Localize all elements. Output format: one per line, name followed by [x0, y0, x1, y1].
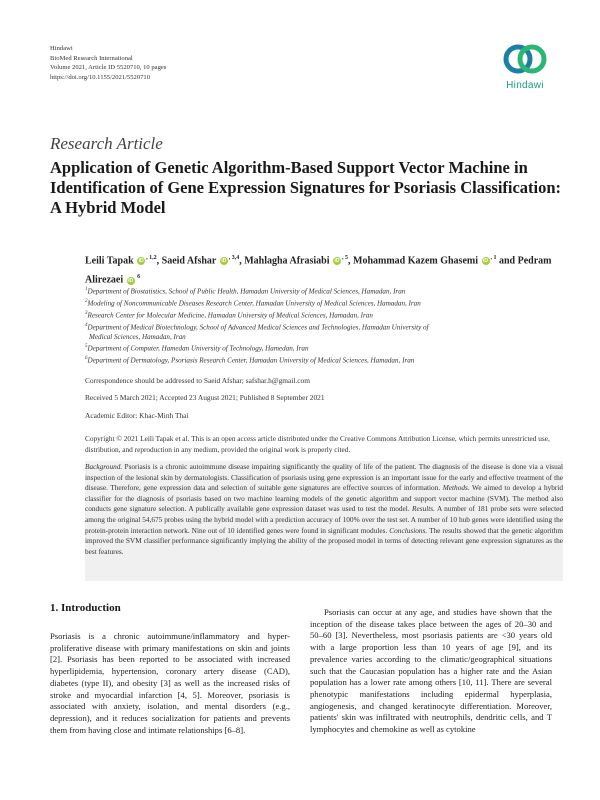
orcid-icon[interactable]: iD	[221, 258, 227, 265]
abstract-conclusions-text: The results showed that the genetic algorithm improved the SVM classifier performance significantly implying the ability of the proposed model in terms of detecting relevant gene expression signatures as the best features.	[85, 525, 564, 556]
author-affiliation-marker: , 1,2	[146, 255, 157, 261]
author-name[interactable]: Pedram Alirezaei	[85, 255, 552, 286]
abstract-conclusions-label: Conclusions.	[389, 525, 428, 535]
affiliation-text: Research Center for Molecular Medicine, Hamadan University of Medical Sciences, Hamadan, Iran	[87, 311, 373, 320]
author-affiliation-marker: , 3,4	[228, 255, 240, 261]
affiliation-text: Department of Dermatology, Psoriasis Research Center, Hamadan University of Medical Sciences, Hamadan, Iran	[87, 356, 415, 365]
author-list	[85, 250, 565, 289]
article-title: Application of Genetic Algorithm-Based Support Vector Machine in Identification of Gene Expression Signatures for Psoriasis Classification: A Hybrid Model	[50, 158, 562, 217]
affiliation-continuation: Medical Sciences, Hamadan, Iran	[89, 332, 186, 341]
publisher-name: Hindawi	[50, 45, 73, 52]
abstract	[85, 462, 563, 557]
author-joiner: and	[499, 255, 518, 267]
author-name[interactable]: Mohammad Kazem Ghasemi	[353, 255, 481, 267]
affiliation	[85, 297, 555, 309]
academic-editor: Academic Editor: Khac-Minh Thai	[85, 411, 189, 420]
author-affiliation-marker: , 1	[490, 255, 497, 261]
doi-link[interactable]: https://doi.org/10.1155/2021/5520710	[50, 73, 151, 81]
orcid-icon[interactable]: iD	[483, 258, 488, 265]
orcid-icon[interactable]: iD	[128, 277, 134, 284]
author-separator: ,	[239, 255, 245, 267]
publication-dates: Received 5 March 2021; Accepted 23 August 2021; Published 8 September 2021	[85, 393, 325, 402]
intro-column-left: Psoriasis is a chronic autoimmune/inflammatory and hyper-proliferative disease with primary manifestations on skin and joints [2]. Psoriasis has been reported to be associated with increased hyperlipidemia, hypertension, coronary artery disease (CAD), diabetes (type II), and obesity [3] as well as the increased risks of stroke and myocardial infarction [4, 5]. Moreover, psoriasis is associated with anxiety, isolation, and mental disorders (e.g., depression), and it reduces socialization for patients and prevents them from having close and intimate relationships [6–8].	[50, 631, 290, 735]
affiliation-number: 1	[85, 287, 88, 292]
copyright-notice: Copyright © 2021 Leili Tapak et al. This is an open access article distributed under the Creative Commons Attribution License, which permits unrestricted use, distribution, and reproduction in any medium, provided the original work is properly cited.	[85, 434, 550, 454]
hindawi-logo	[497, 36, 553, 106]
journal-name: BioMed Research International	[50, 54, 133, 62]
abstract-background-label: Background.	[85, 462, 123, 471]
author-affiliation-marker: , 5	[342, 255, 348, 261]
hindawi-logo-icon	[502, 36, 548, 82]
journal-meta	[50, 44, 166, 82]
abstract-methods-text: We aimed to develop a hybrid classifier for the diagnosis of psoriasis based on two machine learning models of the genetic algorithm and support vector machine (SVM). The method also conducts gene signature selection. A publically available gene expression dataset was used to test the model.	[85, 483, 564, 514]
affiliation-number: 3	[85, 310, 88, 316]
affiliation	[85, 354, 555, 366]
affiliation-list	[85, 285, 555, 366]
affiliation-number: 2	[85, 298, 88, 304]
intro-column-right: Psoriasis can occur at any age, and studies have shown that the inception of the disease takes place between the ages of 20–30 and 50–60 [3]. Nevertheless, most psoriasis patients are <30 years old with a large proportion less than 10 years of age [9], and its prevalence varies according to the climatic/geographical situations such that the Caucasian population has a higher rate and the Asian population has a lower rate among others [10, 11]. There are several phenotypic manifestations including epidermal hyperplasia, angiogenesis, and changed keratinocyte differentiation. Moreover, patients' skin was infiltrated with neutrophils, dendritic cells, and T lymphocytes and chemokine as well as cytokine	[310, 607, 552, 735]
author-name[interactable]: Saeid Afshar	[161, 255, 219, 267]
section-heading-introduction: 1. Introduction	[50, 602, 121, 614]
orcid-icon[interactable]: iD	[138, 258, 144, 265]
affiliation-number: 5	[85, 344, 88, 350]
author-affiliation-marker: 6	[135, 274, 141, 281]
correspondence: Correspondence should be addressed to Saeid Afshar; safshar.h@gmail.com	[85, 376, 310, 385]
affiliation-text: Department of Computer, Hamedan University of Technology, Hamedan, Iran	[87, 344, 309, 353]
affiliation-text: Department of Medical Biotechnology, School of Advanced Medical Sciences and Technologies, Hamadan University of	[87, 323, 429, 332]
logo-wordmark: Hindawi	[506, 80, 544, 91]
author-name[interactable]: Mahlagha Afrasiabi	[244, 255, 332, 267]
affiliation	[85, 309, 555, 321]
orcid-icon[interactable]: iD	[334, 258, 340, 265]
article-type: Research Article	[50, 134, 163, 153]
author-separator: ,	[348, 255, 353, 267]
abstract-results-text: A number of 181 probe sets were selected among the original 54,675 probes using the hybrid model with a prediction accuracy of 100% over the test set. A number of 10 hub genes were identified using the protein-protein interaction network. Nine out of 10 identified genes were found in significant modules.	[85, 504, 564, 535]
abstract-results-label: Results.	[412, 504, 435, 514]
affiliation-text: Department of Biostatistics, School of Public Health, Hamadan University of Medical Sciences, Hamadan, Iran	[87, 287, 406, 296]
affiliation-number: 6	[85, 356, 88, 362]
volume-line: Volume 2021, Article ID 5520710, 10 pages	[50, 64, 167, 72]
affiliation	[85, 321, 555, 333]
affiliation	[85, 285, 555, 297]
author-name[interactable]: Leili Tapak	[85, 255, 137, 267]
affiliation	[85, 342, 555, 354]
author-separator: ,	[156, 255, 162, 267]
abstract-methods-label: Methods.	[442, 483, 470, 493]
affiliation-number: 4	[85, 322, 88, 328]
abstract-background-text: Psoriasis is a chronic autoimmune disease impairing significantly the quality of life of the patient. The diagnosis of the disease is done via a visual inspection of the lesional skin by dermatologists. Classification of psoriasis using gene expression is an important issue for the early and effective treatment of the disease. Therefore, gene expression data and selection of suitable gene signatures are effective sources of information.	[85, 462, 563, 493]
affiliation-text: Modeling of Noncommunicable Diseases Research Center, Hamadan University of Medical Sciences, Hamadan, Iran	[87, 299, 421, 308]
